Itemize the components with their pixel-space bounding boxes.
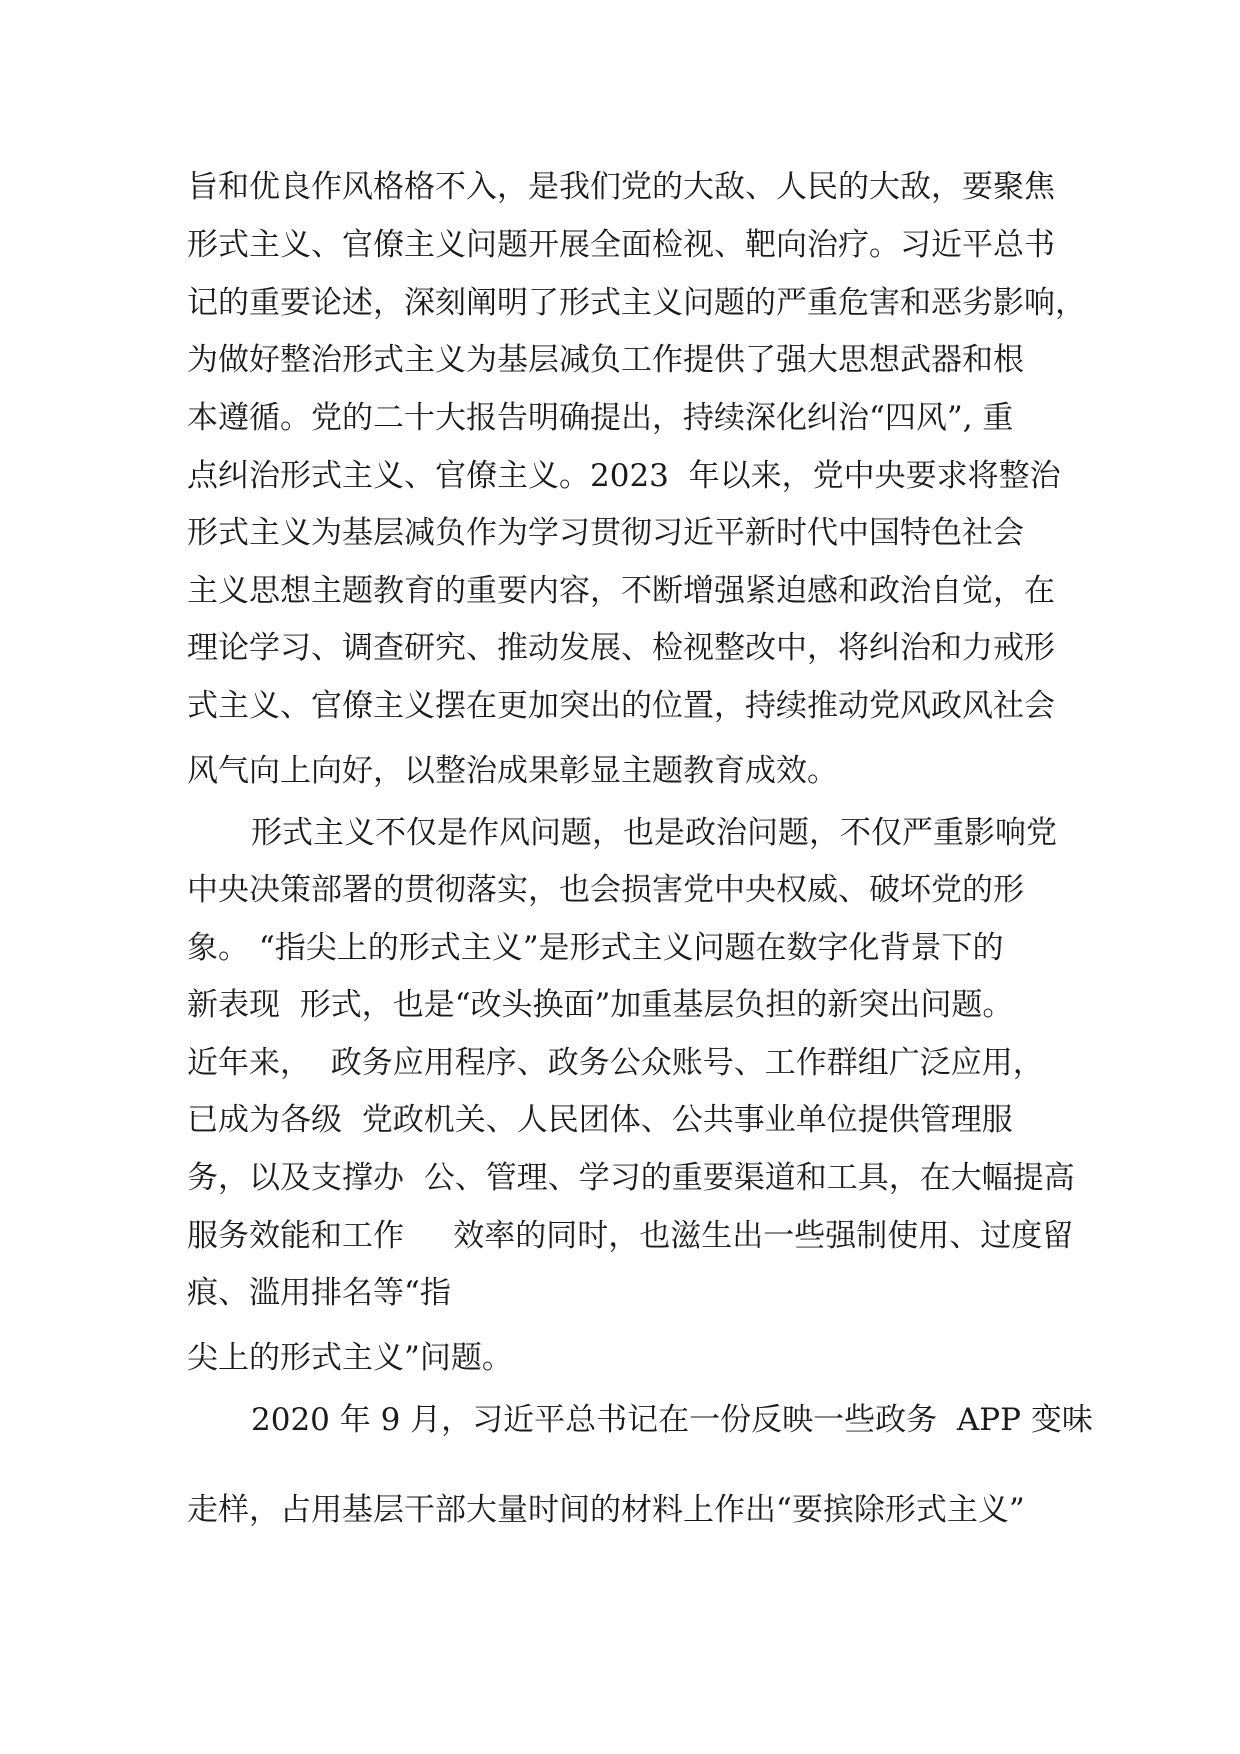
text-line: 形式主义不仅是作风问题，也是政治问题，不仅严重影响党 [251, 815, 1057, 851]
text-line: 象。 “指尖上的形式主义”是形式主义问题在数字化背景下的 [187, 930, 1004, 966]
text-line: 形式主义、官僚主义问题开展全面检视、靶向治疗。习近平总书 [187, 227, 1055, 263]
text-line: 痕、滥用排名等“指 [187, 1275, 451, 1311]
text-line: 尖上的形式主义”问题。 [187, 1340, 513, 1376]
text-line: 式主义、官僚主义摆在更加突出的位置，持续推动党风政风社会 [187, 688, 1055, 724]
text-line: 记的重要论述，深刻阐明了形式主义问题的严重危害和恶劣影响， [187, 285, 1086, 321]
text-line: 旨和优良作风格格不入，是我们党的大敌、人民的大敌，要聚焦 [187, 169, 1055, 205]
text-line: 近年来， 政务应用程序、政务公众账号、工作群组广泛应用， [187, 1045, 1044, 1081]
text-line: 风气向上向好，以整治成果彰显主题教育成效。 [187, 753, 838, 789]
text-line: 本遵循。党的二十大报告明确提出，持续深化纠治“四风”, 重 [187, 400, 1014, 436]
text-line: 务，以及支撑办 公、管理、学习的重要渠道和工具，在大幅提高 [187, 1160, 1075, 1196]
text-line: 中央决策部署的贯彻落实，也会损害党中央权威、破坏党的形 [187, 872, 1024, 908]
text-line: 已成为各级 党政机关、人民团体、公共事业单位提供管理服 [187, 1102, 1013, 1138]
text-line: 理论学习、调查研究、推动发展、检视整改中，将纠治和力戒形 [187, 630, 1055, 666]
text-line: 2020 年 9 月，习近平总书记在一份反映一些政务 APP 变味 [251, 1402, 1093, 1438]
text-line: 主义思想主题教育的重要内容，不断增强紧迫感和政治自觉，在 [187, 573, 1055, 609]
text-line: 为做好整治形式主义为基层减负工作提供了强大思想武器和根 [187, 342, 1024, 378]
text-line: 新表现 形式，也是“改头换面”加重基层负担的新突出问题。 [187, 987, 1014, 1023]
text-line: 点纠治形式主义、官僚主义。2023 年以来，党中央要求将整治 [187, 458, 1061, 494]
text-line: 形式主义为基层减负作为学习贯彻习近平新时代中国特色社会 [187, 515, 1024, 551]
text-line: 走样，占用基层干部大量时间的材料上作出“要摈除形式主义” [187, 1492, 1025, 1528]
text-line: 服务效能和工作 效率的同时，也滋生出一些强制使用、过度留 [187, 1218, 1074, 1254]
